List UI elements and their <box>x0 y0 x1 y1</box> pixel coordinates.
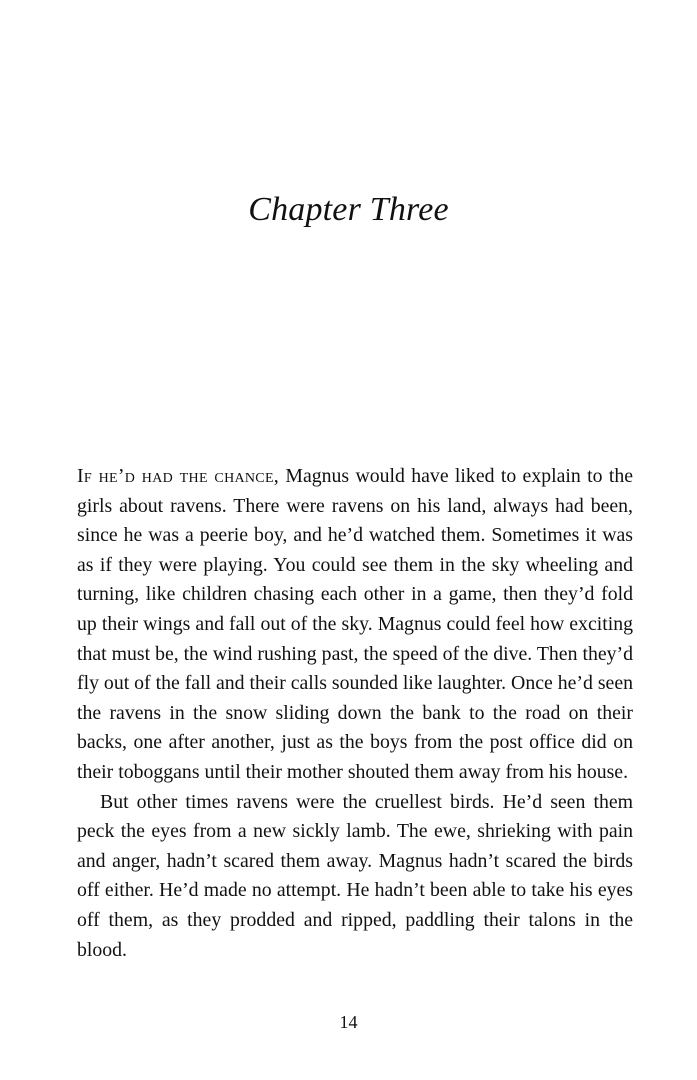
paragraph-1 <box>77 462 633 788</box>
chapter-body <box>77 462 633 965</box>
chapter-title: Chapter Three <box>248 191 449 228</box>
paragraph-lead-in: If he’d had the chance, <box>77 465 280 487</box>
paragraph-2: But other times ravens were the cruellest birds. He’d seen them peck the eyes from a new sickly lamb. The ewe, shrieking with pain and anger, hadn’t scared them away. Magnus hadn’t scared the birds off either. He’d made no attempt. He hadn’t been able to take his eyes off them, as they prodded and ripped, paddling their talons in the blood. <box>77 790 633 961</box>
page-number: 14 <box>339 1012 358 1032</box>
paragraph-1-text: Magnus would have liked to explain to the girls about ravens. There were ravens on his land, always had been, since he was a peerie boy, and he’d watched them. Sometimes it was as if they were playing. You could see them in the sky wheeling and turning, like children chasing each other in a game, then they’d fold up their wings and fall out of the sky. Magnus could feel how exciting that must be, the wind rushing past, the speed of the dive. Then they’d fly out of the fall and their calls sounded like laughter. Once he’d seen the ravens in the snow sliding down the bank to the road on their backs, one after another, just as the boys from the post office did on their toboggans until their mother shouted them away from his house. <box>77 465 634 783</box>
